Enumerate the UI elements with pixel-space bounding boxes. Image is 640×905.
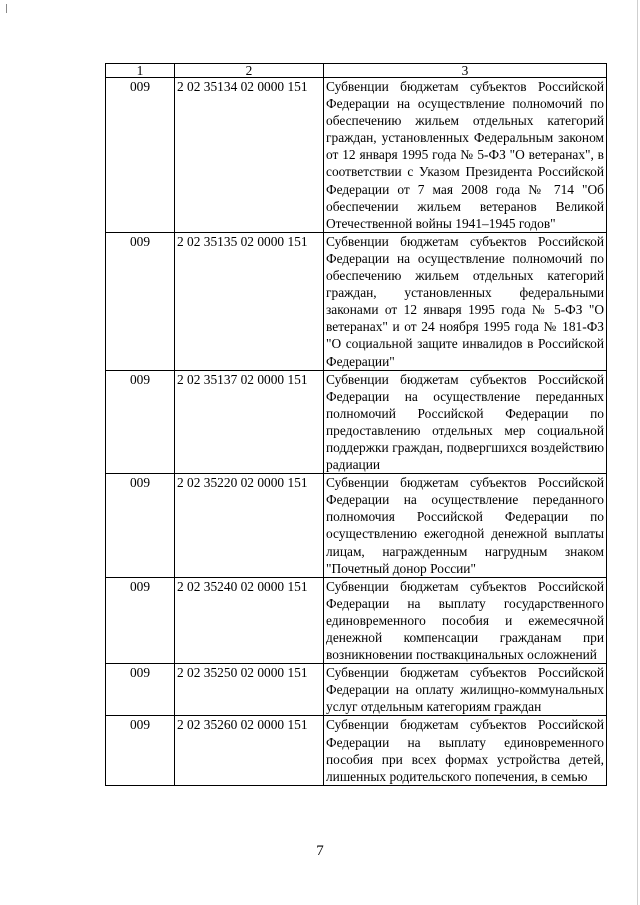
- budget-classification-table: [105, 63, 607, 786]
- table-header-row: [106, 64, 607, 78]
- description-cell: Субвенции бюджетам субъектов Российской Федерации на выплату единовременного пособия при всех формах устройства детей, лишенных родительского попечения, в семью: [324, 716, 607, 785]
- table-row: [106, 474, 607, 578]
- admin-code-cell: 009: [106, 474, 175, 578]
- revenue-code-cell: 2 02 35240 02 0000 151: [175, 577, 324, 663]
- table-row: [106, 716, 607, 785]
- table-row: [106, 370, 607, 474]
- admin-code-cell: 009: [106, 664, 175, 716]
- admin-code-cell: 009: [106, 577, 175, 663]
- admin-code-cell: 009: [106, 232, 175, 370]
- revenue-code-cell: 2 02 35137 02 0000 151: [175, 370, 324, 474]
- admin-code-cell: 009: [106, 716, 175, 785]
- table-row: [106, 664, 607, 716]
- revenue-code-cell: 2 02 35250 02 0000 151: [175, 664, 324, 716]
- description-cell: Субвенции бюджетам субъектов Российской Федерации на осуществление полномочий по обеспечению жильем отдельных категорий граждан, установленных федеральными законами от 12 января 1995 года № 5-ФЗ "О ветеранах" и от 24 ноября 1995 года № 181-ФЗ "О социальной защите инвалидов в Российской Федерации": [324, 232, 607, 370]
- admin-code-cell: 009: [106, 370, 175, 474]
- scan-mark: [6, 4, 7, 13]
- revenue-code-cell: 2 02 35260 02 0000 151: [175, 716, 324, 785]
- description-cell: Субвенции бюджетам субъектов Российской Федерации на выплату государственного единовременного пособия и ежемесячной денежной компенсации гражданам при возникновении поствакцинальных осложнений: [324, 577, 607, 663]
- table-row: [106, 78, 607, 233]
- column-header-3: 3: [324, 64, 607, 78]
- description-cell: Субвенции бюджетам субъектов Российской Федерации на осуществление переданных полномочий Российской Федерации по предоставлению отдельных мер социальной поддержки граждан, подвергшихся воздействию радиации: [324, 370, 607, 474]
- column-header-2: 2: [175, 64, 324, 78]
- column-header-1: 1: [106, 64, 175, 78]
- admin-code-cell: 009: [106, 78, 175, 233]
- revenue-code-cell: 2 02 35135 02 0000 151: [175, 232, 324, 370]
- page-number: 7: [316, 843, 324, 859]
- revenue-code-cell: 2 02 35220 02 0000 151: [175, 474, 324, 578]
- description-cell: Субвенции бюджетам субъектов Российской Федерации на осуществление полномочий по обеспечению жильем отдельных категорий граждан, установленных Федеральным законом от 12 января 1995 года № 5-ФЗ "О ветеранах", в соответствии с Указом Президента Российской Федерации от 7 мая 2008 года № 714 "Об обеспечении жильем ветеранов Великой Отечественной войны 1941–1945 годов": [324, 78, 607, 233]
- description-cell: Субвенции бюджетам субъектов Российской Федерации на оплату жилищно-коммунальных услуг отдельным категориям граждан: [324, 664, 607, 716]
- page-edge: [637, 0, 638, 905]
- revenue-code-cell: 2 02 35134 02 0000 151: [175, 78, 324, 233]
- table-row: [106, 232, 607, 370]
- description-cell: Субвенции бюджетам субъектов Российской Федерации на осуществление переданного полномочия Российской Федерации по осуществлению ежегодной денежной выплаты лицам, награжденным нагрудным знаком "Почетный донор России": [324, 474, 607, 578]
- table-row: [106, 577, 607, 663]
